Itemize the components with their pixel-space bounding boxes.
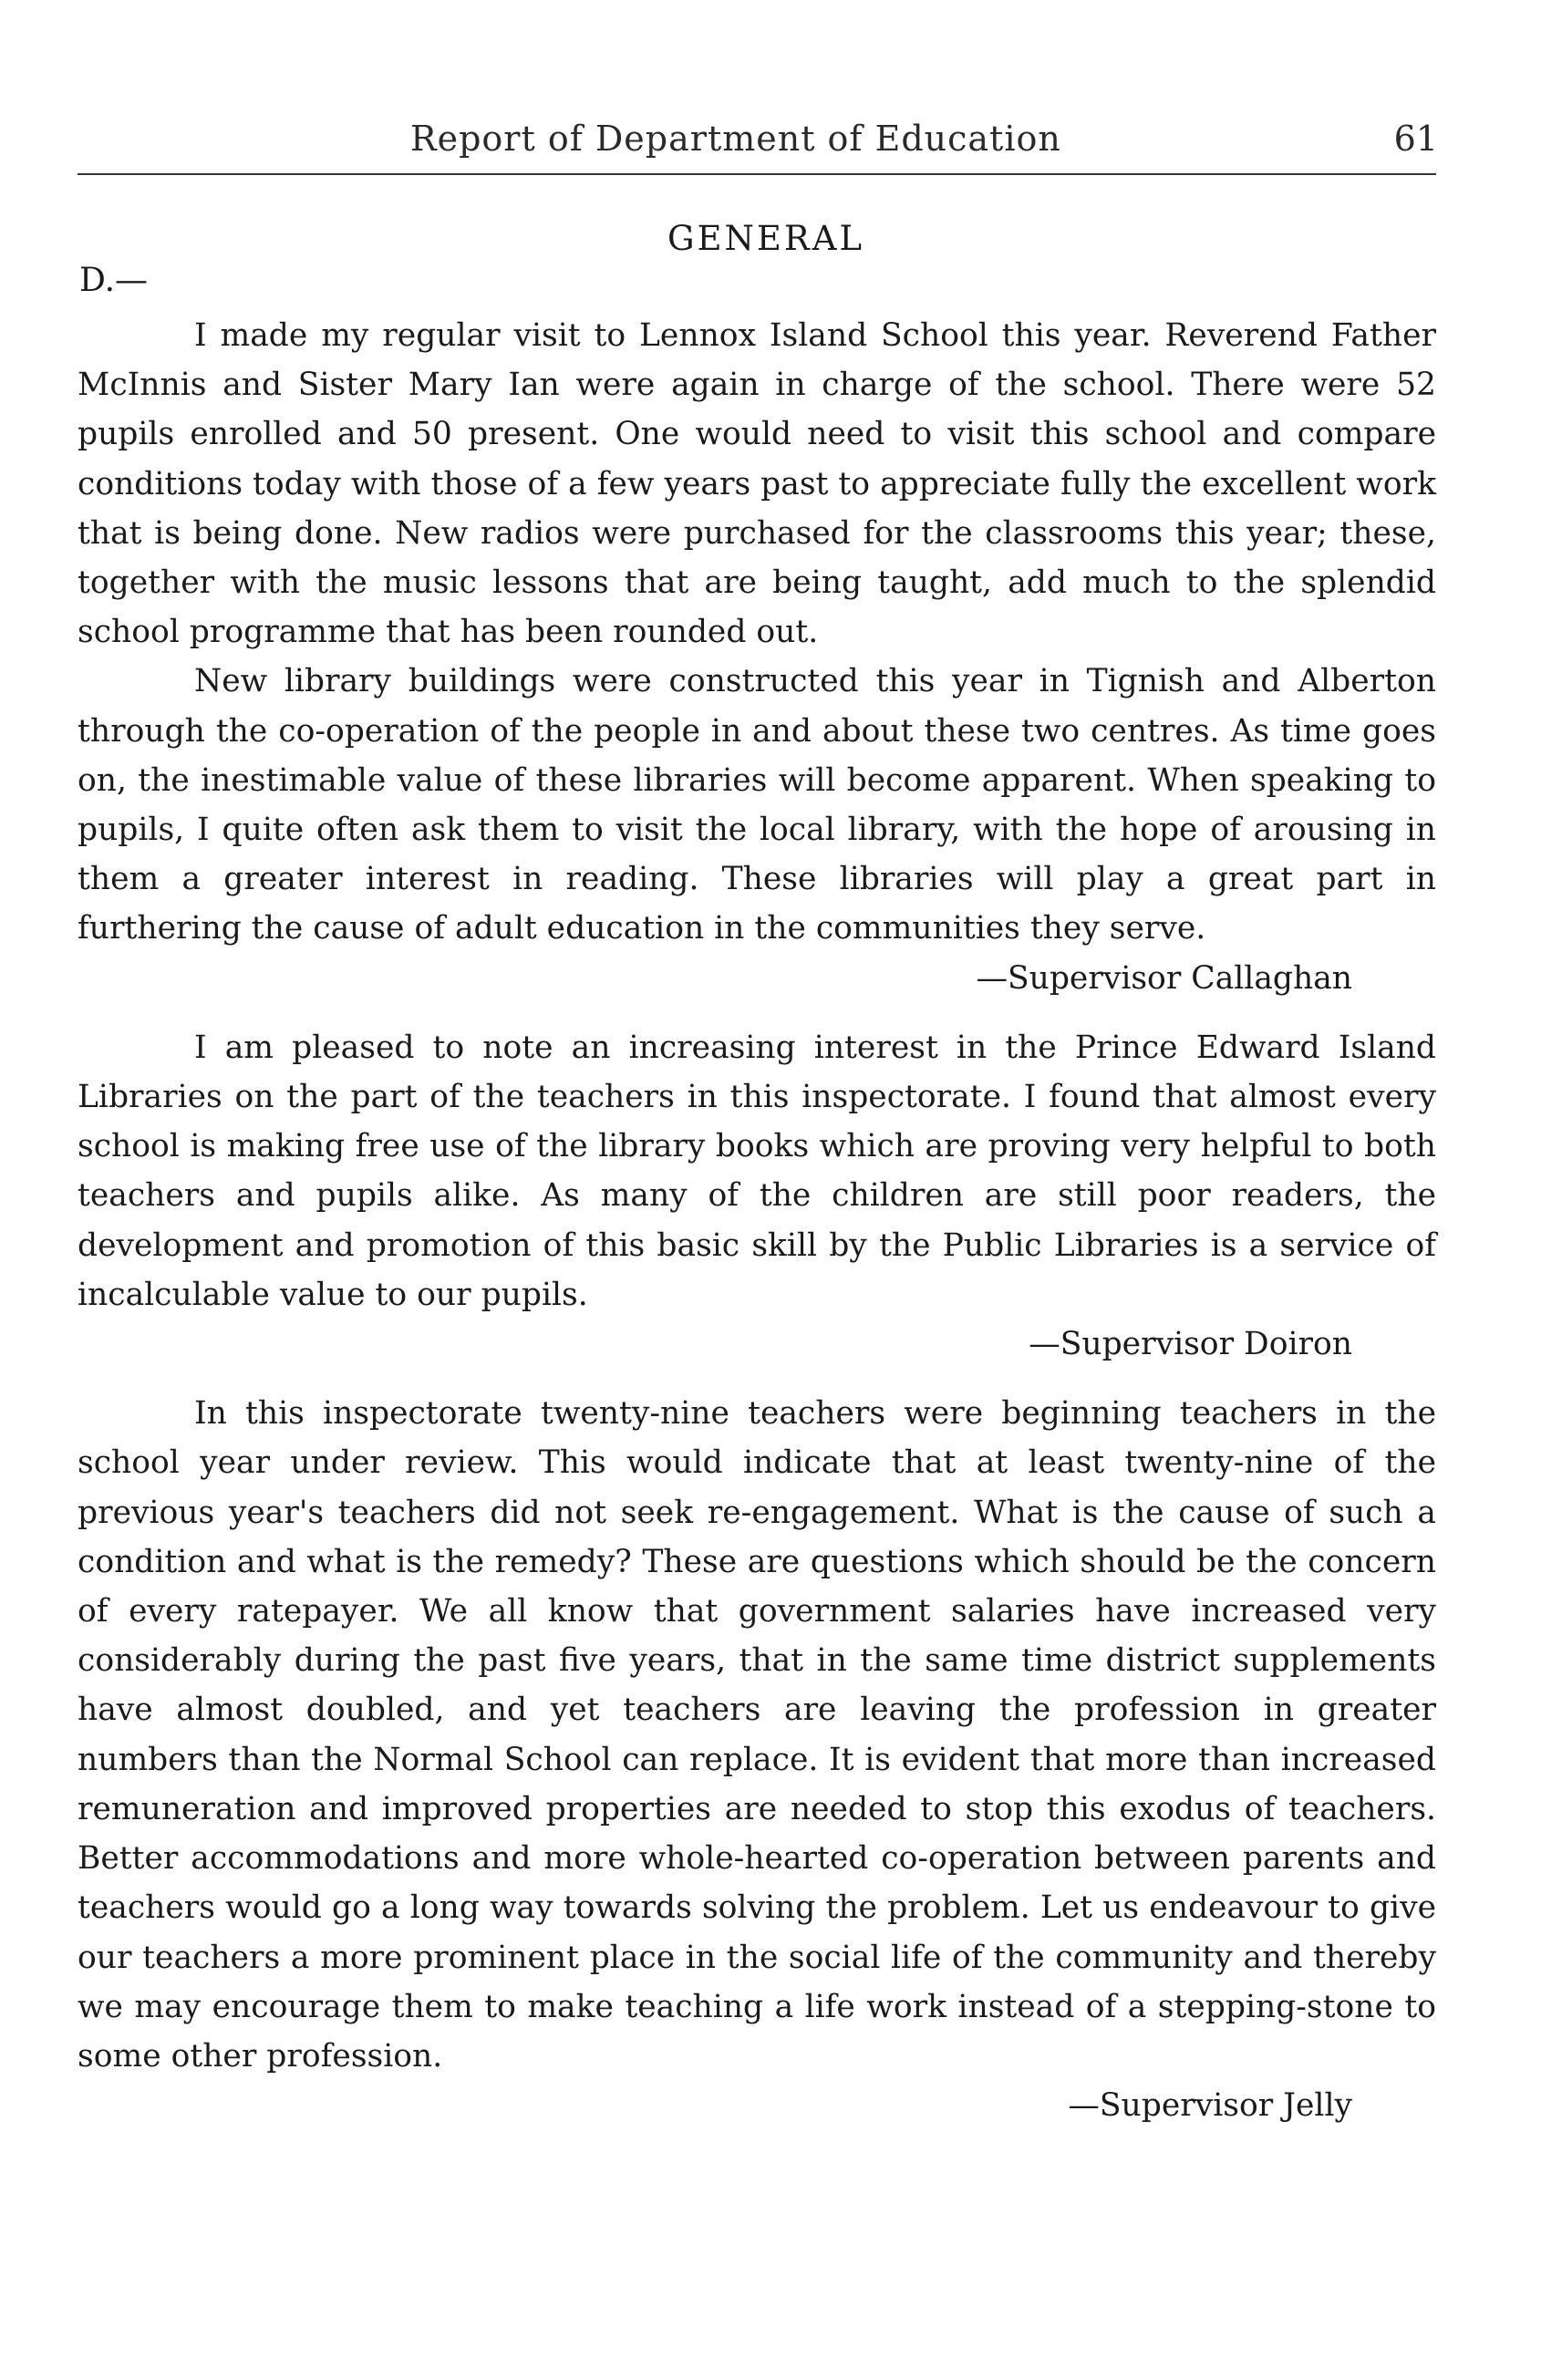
running-title: Report of Department of Education: [410, 119, 1061, 159]
paragraph-beginning-teachers: In this inspectorate twenty-nine teachers were beginning teachers in the school year under review. This would indicate that at least twenty-nine of the previous year's teachers did not seek re-engagement. What is the cause of such a condition and what is the remedy? These are questions which should be the concern of every ratepayer. We all know that government salaries have increased very considerably during the past five years, that in the same time district supplements have almost doubled, and yet teachers are leaving the profession in greater numbers than the Normal School can replace. It is evident that more than increased remuneration and improved properties are needed to stop this exodus of teachers. Better accommodations and more whole-hearted co-operation between parents and teachers would go a long way towards solving the problem. Let us endeavour to give our teachers a more prominent place in the social life of the community and thereby we may encourage them to make teaching a life work instead of a stepping-stone to some other profession.: [78, 1395, 1436, 2075]
paragraph-lennox-island: I made my regular visit to Lennox Island School this year. Reverend Father McInnis and Sister Mary Ian were again in charge of the school. There were 52 pupils enrolled and 50 present. One would need to visit this school and compare conditions today with those of a few years past to appreciate fully the excellent work that is being done. New radios were purchased for the classrooms this year; these, together with the music lessons that are being taught, add much to the splendid school programme that has been rounded out.: [78, 317, 1436, 651]
section-label: D.—: [79, 262, 149, 299]
paragraph-island-libraries: I am pleased to note an increasing interest in the Prince Edward Island Libraries on the part of the teachers in this inspectorate. I found that almost every school is making free use of the library books which are proving very helpful to both teachers and pupils alike. As many of the children are still poor readers, the development and promotion of this basic skill by the Public Libraries is a service of incalculable value to our pupils.: [78, 1029, 1436, 1313]
signature-callaghan: —Supervisor Callaghan: [976, 959, 1352, 997]
signature-doiron: —Supervisor Doiron: [1029, 1326, 1352, 1363]
signature-jelly: —Supervisor Jelly: [1068, 2087, 1352, 2125]
section-title: GENERAL: [667, 219, 865, 258]
page-number: 61: [1393, 119, 1438, 159]
document-page: [78, 109, 1436, 2130]
running-header: [78, 109, 1436, 175]
paragraph-library-buildings: New library buildings were constructed this year in Tignish and Alberton through the co-operation of the people in and about these two centres. As time goes on, the inestimable value of these libraries will become apparent. When speaking to pupils, I quite often ask them to visit the local library, with the hope of arousing in them a greater interest in reading. These libraries will play a great part in furthering the cause of adult education in the communities they serve.: [78, 663, 1436, 947]
